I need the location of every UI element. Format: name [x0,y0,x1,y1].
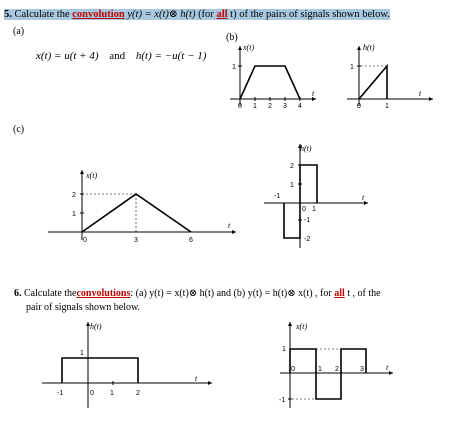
problem-5-equation: y(t) = x(t)⊗ h(t) [127,9,196,20]
part-b-x-plot [228,44,318,114]
b-x-xtick-3: 3 [283,103,287,110]
part-a-h-equation: h(t) = −u(t − 1) [135,50,207,62]
part-a-equations [36,50,206,62]
b-h-axis-label: h(t) [363,43,375,52]
problem-6-number: 6. [14,288,22,299]
c-h-ytick-2: 2 [290,163,294,170]
problem-5-for: (for [198,9,214,20]
problem-5-pre: Calculate the [14,9,70,20]
part-b-h-plot [345,44,435,114]
c-h-t-label: t [362,193,365,202]
p6-h-ytick-1: 1 [80,350,84,357]
part-c-h-plot [262,140,372,250]
c-h-ytick-neg2: -2 [304,236,311,243]
p6-h-t-label: t [195,374,198,383]
all-keyword: all [216,9,228,20]
p6-h-axis-label: h(t) [90,322,102,331]
p6-x-xtick-3: 3 [360,366,364,373]
problem-5-statement [4,8,390,20]
problem-6-mid: : (a) y(t) = x(t)⊗ h(t) and (b) y(t) = h(t)⊗ x(t) , for [130,288,332,299]
b-x-xtick-1: 1 [253,103,257,110]
b-x-t-label: t [312,89,315,98]
problem-5-number: 5. [4,9,12,20]
problem-6-x-plot [278,318,398,413]
p6-x-xtick-2: 2 [335,366,339,373]
p6-x-xtick-1: 1 [318,366,322,373]
b-x-xtick-0: 0 [238,103,242,110]
c-h-xtick-neg1: -1 [274,193,281,200]
part-a-x-equation: x(t) = u(t + 4) [36,50,99,62]
b-h-ytick-1: 1 [350,64,354,71]
problem-6-h-plot [40,318,215,413]
c-h-axis-label: h(t) [300,144,312,153]
part-c-x-plot [46,168,246,248]
part-b-label: (b) [226,32,238,43]
p6-x-t-label: t [386,363,389,372]
problem-6-statement [14,288,381,299]
all-keyword-6: all [334,288,345,299]
c-x-xtick-6: 6 [189,237,193,244]
b-h-xtick-0: 0 [357,103,361,110]
p6-x-ytick-neg1: -1 [279,397,286,404]
b-h-t-label: t [419,89,422,98]
c-h-xtick-1: 1 [312,206,316,213]
c-h-ytick-neg1: -1 [304,217,311,224]
c-x-xtick-0: 0 [83,237,87,244]
c-x-xtick-3: 3 [134,237,138,244]
problem-6-tail: t , of the [347,288,381,299]
c-h-ytick-1: 1 [290,182,294,189]
b-h-xtick-1: 1 [385,103,389,110]
p6-x-xtick-0: 0 [291,366,295,373]
convolutions-keyword: convolutions [76,288,131,299]
c-x-t-label: t [228,221,231,230]
part-c-label: (c) [13,124,25,135]
convolution-keyword: convolution [72,9,125,20]
p6-x-axis-label: x(t) [296,322,308,331]
problem-6-pre: Calculate the [24,288,77,299]
p6-h-xtick-0: 0 [90,390,94,397]
part-a-and: and [109,50,126,62]
p6-h-xtick-neg1: -1 [57,390,64,397]
c-x-axis-label: x(t) [86,171,98,180]
c-x-ytick-2: 2 [72,192,76,199]
c-h-xtick-0: 0 [302,206,306,213]
problem-5-tail: t) of the pairs of signals shown below. [230,9,390,20]
p6-h-xtick-1: 1 [110,390,114,397]
b-x-axis-label: x(t) [243,43,255,52]
p6-x-ytick-1: 1 [282,346,286,353]
part-a-label: (a) [13,26,25,37]
b-x-xtick-2: 2 [268,103,272,110]
b-x-xtick-4: 4 [298,103,302,110]
problem-6-line2: pair of signals shown below. [26,302,141,313]
p6-h-xtick-2: 2 [136,390,140,397]
b-x-ytick-1: 1 [232,64,236,71]
c-x-ytick-1: 1 [72,211,76,218]
